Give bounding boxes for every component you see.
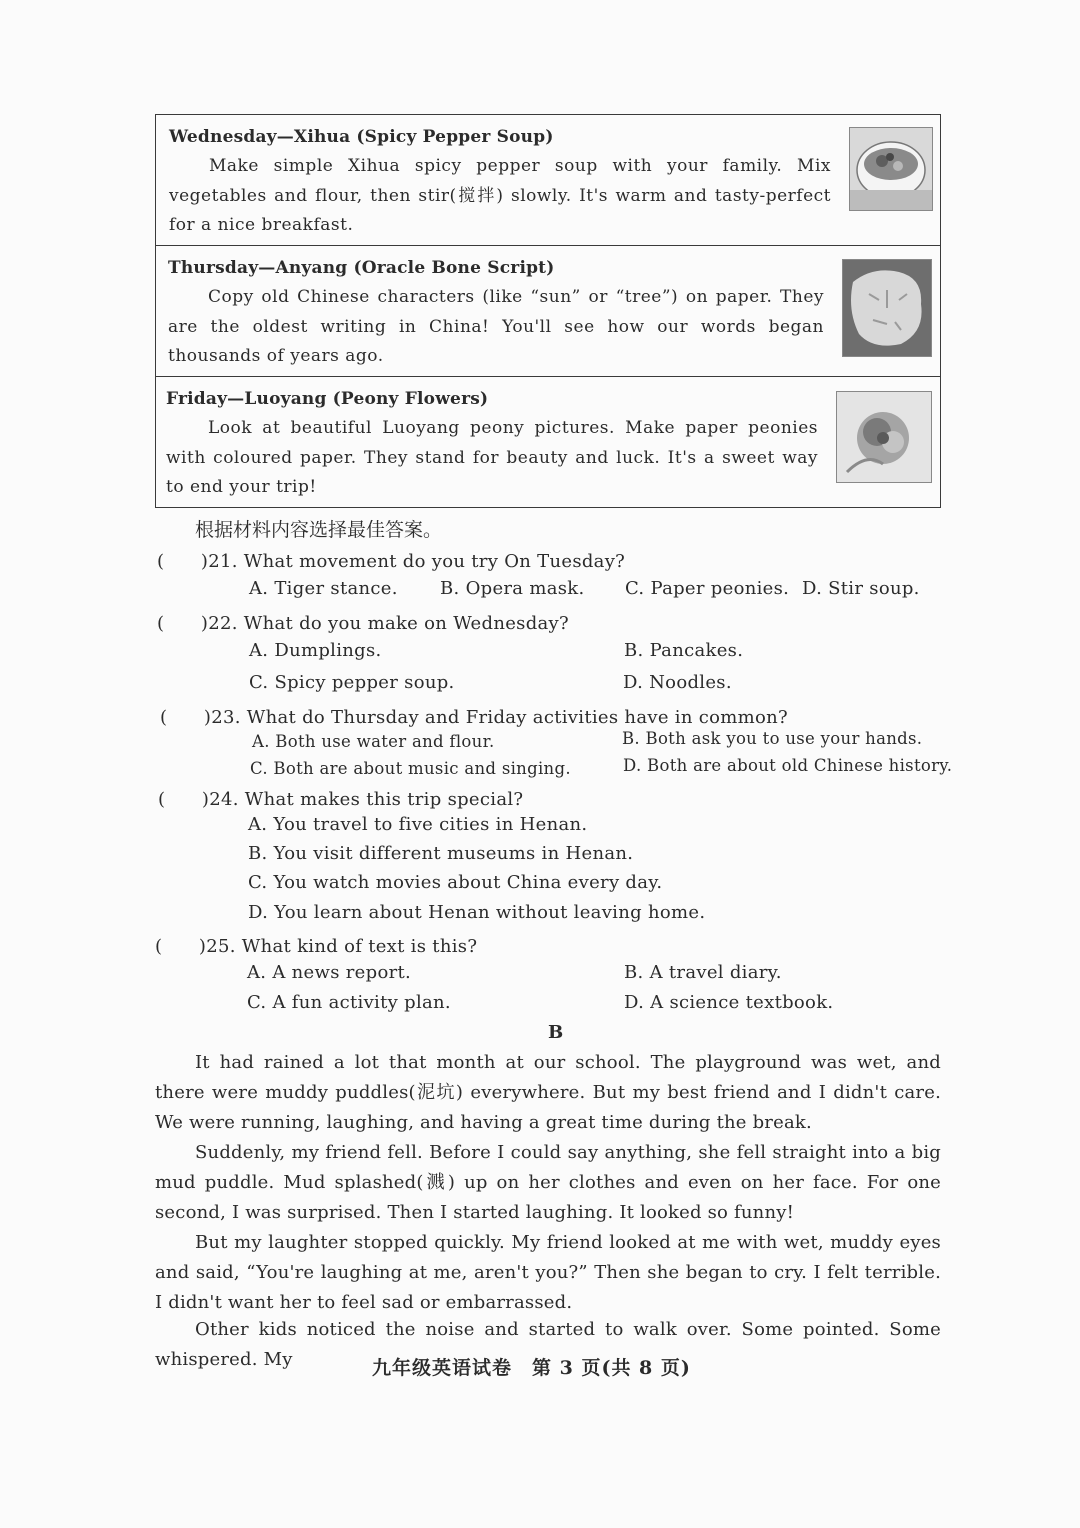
- option-23-b: B. Both ask you to use your hands.: [622, 729, 923, 748]
- passage-paragraph: Other kids noticed the noise and started to walk over. Some pointed. Some whispered. My: [155, 1319, 941, 1370]
- option-25-a: A. A news report.: [247, 962, 412, 983]
- activity-table: [155, 114, 941, 508]
- activity-row-friday: [156, 376, 940, 507]
- activity-title: Friday—Luoyang (Peony Flowers): [166, 389, 489, 409]
- activity-text: Make simple Xihua spicy pepper soup with your family. Mix vegetables and flour, then stir(搅拌) slowly. It's warm and tasty-perfect for a nice breakfast.: [169, 156, 831, 235]
- passage-paragraph: But my laughter stopped quickly. My friend looked at me with wet, muddy eyes and said, “You're laughing at me, aren't you?” Then she began to cry. I felt terrible. I didn't want her to feel sad or embarrassed.: [155, 1232, 941, 1313]
- activity-text: Look at beautiful Luoyang peony pictures. Make paper peonies with coloured paper. They stand for beauty and luck. It's a sweet way to end your trip!: [166, 418, 818, 497]
- option-22-b: B. Pancakes.: [624, 640, 744, 661]
- peony-photo: [836, 391, 932, 483]
- question-22: ( )22. What do you make on Wednesday?: [157, 613, 569, 634]
- option-23-d: D. Both are about old Chinese history.: [623, 756, 953, 775]
- activity-row-wednesday: [156, 115, 940, 245]
- option-24-a: A. You travel to five cities in Henan.: [248, 814, 588, 835]
- option-21-b: B. Opera mask.: [440, 578, 585, 599]
- option-23-a: A. Both use water and flour.: [252, 732, 495, 751]
- passage-paragraph: Suddenly, my friend fell. Before I could say anything, she fell straight into a big mud puddle. Mud splashed(溅) up on her clothes and even on her face. For one second, I was surprised. Then I started laughing. It looked so funny!: [155, 1142, 941, 1223]
- option-23-c: C. Both are about music and singing.: [250, 759, 571, 778]
- question-21: ( )21. What movement do you try On Tuesday?: [157, 551, 626, 572]
- option-22-d: D. Noodles.: [623, 672, 732, 693]
- oracle-bone-photo: [842, 259, 932, 357]
- section-heading: B: [548, 1022, 564, 1043]
- question-24: ( )24. What makes this trip special?: [158, 789, 524, 810]
- question-25: ( )25. What kind of text is this?: [155, 936, 478, 957]
- soup-bowl-photo: [849, 127, 933, 211]
- option-21-d: D. Stir soup.: [802, 578, 920, 599]
- option-24-b: B. You visit different museums in Henan.: [248, 843, 634, 864]
- option-25-d: D. A science textbook.: [624, 992, 834, 1013]
- page-footer: 九年级英语试卷 第 3 页(共 8 页): [372, 1357, 691, 1379]
- option-22-a: A. Dumplings.: [249, 640, 382, 661]
- option-21-a: A. Tiger stance.: [249, 578, 398, 599]
- activity-row-thursday: [156, 245, 940, 376]
- option-24-d: D. You learn about Henan without leaving home.: [248, 902, 706, 923]
- option-22-c: C. Spicy pepper soup.: [249, 672, 455, 693]
- option-21-c: C. Paper peonies.: [625, 578, 790, 599]
- option-25-b: B. A travel diary.: [624, 962, 782, 983]
- option-24-c: C. You watch movies about China every day.: [248, 872, 663, 893]
- activity-title: Thursday—Anyang (Oracle Bone Script): [168, 258, 555, 278]
- option-25-c: C. A fun activity plan.: [247, 992, 451, 1013]
- activity-title: Wednesday—Xihua (Spicy Pepper Soup): [169, 127, 554, 147]
- passage-paragraph: It had rained a lot that month at our school. The playground was wet, and there were muddy puddles(泥坑) everywhere. But my best friend and I didn't care. We were running, laughing, and having a great time during the break.: [155, 1052, 941, 1133]
- question-23: ( )23. What do Thursday and Friday activities have in common?: [160, 707, 788, 728]
- instruction-text: 根据材料内容选择最佳答案。: [195, 519, 443, 541]
- activity-text: Copy old Chinese characters (like “sun” or “tree”) on paper. They are the oldest writing in China! You'll see how our words began thousands of years ago.: [168, 287, 824, 366]
